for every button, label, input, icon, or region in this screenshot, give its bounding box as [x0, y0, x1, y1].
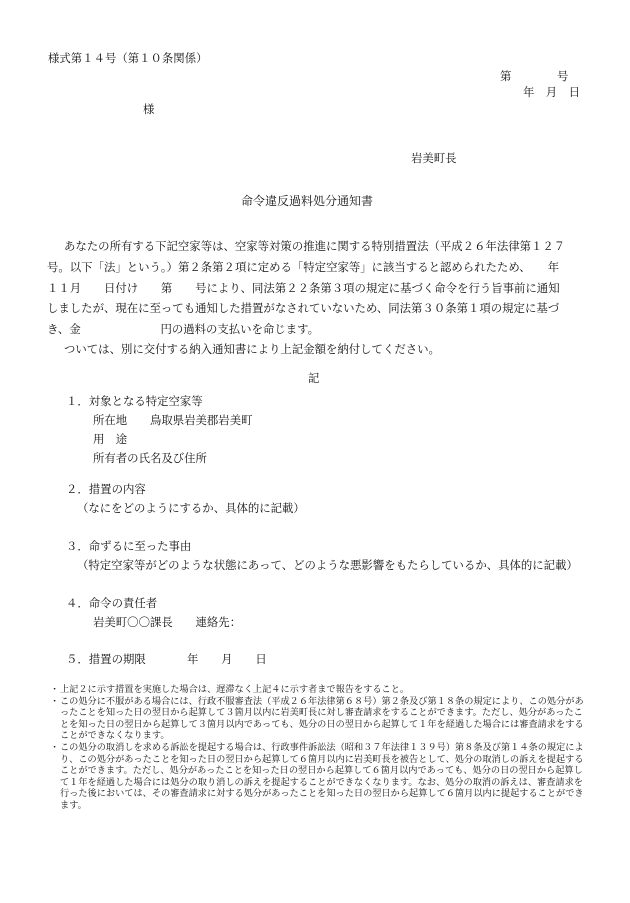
- issuer: 岩美町長: [411, 151, 457, 165]
- body-line-5: き、金 円の過料の支払いを命じます。: [47, 322, 320, 336]
- body-line-3: １１月 日付け 第 号により、同法第２２条第３項の規定に基づく命令を行う旨事前に通知: [47, 281, 560, 295]
- item-1-use: 用 途: [93, 432, 128, 446]
- issue-date: 年 月 日: [523, 85, 580, 99]
- body-line-4: しましたが、現在に至っても通知した措置がなされていないため、同法第３０条第１項の規定に基づ: [47, 301, 560, 315]
- document-title: 命令違反過料処分通知書: [241, 194, 374, 208]
- ki-heading: 記: [308, 371, 320, 385]
- body-line-2: 号。以下「法」という。）第２条第２項に定める「特定空家等」に該当すると認められたため、 年: [47, 260, 560, 274]
- item-3-description: （特定空家等がどのような状態にあって、どのような悪影響をもたらしているか、具体的に記載）: [77, 558, 578, 572]
- item-1-heading: １．対象となる特定空家等: [66, 394, 203, 408]
- item-1-location: 所在地 鳥取県岩美郡岩美町: [93, 413, 253, 427]
- note-3-text: この処分の取消しを求める訴訟を提起する場合は、行政事件訴訟法（昭和３７年法律１３９号）第８条及び第１４条の規定により、この処分があったことを知った日の翌日から起算して６箇月以内に岩美町長を被告として、処分の取消しの訴えを提起することができます。ただし、処分があったことを知った日の翌日から起算して６箇月以内であっても、処分の日の翌日から起算して１年を経過した場合には処分の取り消しの訴えを提起することができなくなります。なお、処分の取消の訴えは、審査請求を行った後においては、その審査請求に対する処分があったことを知った日の翌日から起算して６箇月以内に提起することができます。: [60, 741, 584, 811]
- item-5-heading: ５．措置の期限: [66, 652, 146, 666]
- body-line-1: あなたの所有する下記空家等は、空家等対策の推進に関する特別措置法（平成２６年法律第１２７: [64, 239, 566, 253]
- note-3: [50, 742, 590, 812]
- notes-section: [50, 684, 590, 812]
- item-1-owner: 所有者の氏名及び住所: [93, 451, 207, 465]
- document-number: 第 号: [500, 69, 569, 83]
- form-number: 様式第１４号（第１０条関係）: [48, 51, 208, 65]
- note-2: [50, 696, 590, 742]
- item-4-person: 岩美町〇〇課長 連絡先：: [93, 615, 242, 629]
- note-1-text: 上記２に示す措置を実施した場合は、遅滞なく上記４に示す者まで報告をすること。: [60, 684, 410, 695]
- item-2-description: （なにをどのようにするか、具体的に記載）: [77, 501, 305, 515]
- addressee: 様: [143, 102, 155, 116]
- item-4-heading: ４．命令の責任者: [66, 596, 158, 610]
- body-paragraph-2: ついては、別に交付する納入通知書により上記金額を納付してください。: [64, 342, 440, 356]
- note-2-text: この処分に不服がある場合には、行政不服審査法（平成２６年法律第６８号）第２条及び第１８条の規定により、この処分があったことを知った日の翌日から起算して３箇月以内に岩美町長に対し審査請求をすることができます。ただし、処分があったことを知った日の翌日から起算して３箇月以内であっても、処分の日の翌日から起算して１年を経過した場合には審査請求をすることができなくなります。: [60, 695, 584, 742]
- note-1: [50, 684, 590, 696]
- note-bullet: ・: [50, 741, 60, 753]
- item-2-heading: ２．措置の内容: [66, 482, 146, 496]
- item-3-heading: ３．命ずるに至った事由: [66, 539, 192, 553]
- item-5-deadline: 年 月 日: [187, 652, 267, 666]
- note-bullet: ・: [50, 695, 60, 707]
- note-bullet: ・: [50, 684, 60, 695]
